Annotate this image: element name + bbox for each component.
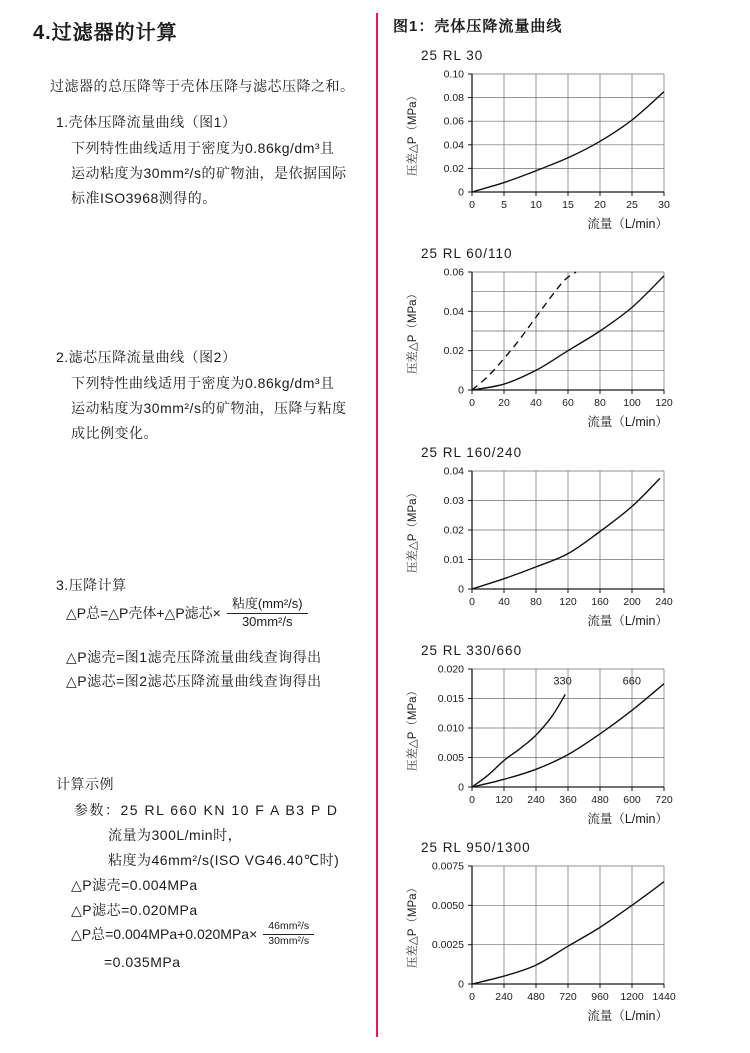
- svg-text:流量（L/min）: 流量（L/min）: [587, 217, 668, 231]
- svg-text:0: 0: [469, 794, 475, 806]
- svg-text:0.10: 0.10: [443, 68, 464, 81]
- example-total-numerator: 46mm²/s: [263, 920, 314, 935]
- svg-text:压差△P（MPa）: 压差△P（MPa）: [407, 287, 419, 375]
- svg-text:200: 200: [623, 596, 641, 608]
- example-result1: △P滤壳=0.004MPa: [71, 877, 198, 893]
- chart-svg: [390, 66, 700, 232]
- svg-text:360: 360: [559, 794, 577, 806]
- section3-heading: 3.压降计算: [56, 577, 127, 593]
- chart-canvas-25-rl-160-240: [390, 463, 730, 634]
- column-divider: [376, 13, 378, 1037]
- svg-text:30: 30: [658, 199, 670, 211]
- chart-svg: [390, 264, 700, 430]
- svg-text:20: 20: [594, 199, 606, 211]
- example-params: 参数：25 RL 660 KN 10 F A B3 P D: [74, 802, 339, 818]
- svg-text:1200: 1200: [620, 991, 644, 1003]
- svg-text:120: 120: [655, 397, 673, 409]
- svg-text:0: 0: [469, 199, 475, 211]
- svg-text:240: 240: [527, 794, 545, 806]
- svg-text:720: 720: [655, 794, 673, 806]
- section1-line3: 标准ISO3968测得的。: [71, 190, 217, 206]
- svg-text:0.005: 0.005: [437, 752, 464, 764]
- section2-line2: 运动粘度为30mm²/s的矿物油，压降与粘度: [71, 400, 347, 416]
- svg-text:0.04: 0.04: [443, 139, 464, 152]
- section3-note2: △P滤芯=图2滤芯压降流量曲线查询得出: [66, 673, 322, 689]
- chart-svg: [390, 661, 700, 827]
- svg-text:160: 160: [591, 596, 609, 608]
- chart-25-rl-160-240: [390, 445, 730, 634]
- example-total-lhs: △P总=0.004MPa+0.020MPa×: [71, 925, 258, 942]
- svg-text:5: 5: [501, 199, 507, 211]
- svg-text:0.02: 0.02: [443, 345, 464, 358]
- svg-text:240: 240: [495, 991, 513, 1003]
- svg-text:720: 720: [559, 991, 577, 1003]
- svg-text:0.020: 0.020: [437, 663, 464, 676]
- svg-text:0.02: 0.02: [443, 162, 464, 175]
- section1-line1: 下列特性曲线适用于密度为0.86kg/dm³且: [71, 140, 335, 156]
- figure1-heading: 图1：壳体压降流量曲线: [393, 18, 563, 35]
- svg-text:1440: 1440: [652, 991, 676, 1003]
- svg-text:0: 0: [469, 397, 475, 409]
- intro-paragraph: 过滤器的总压降等于壳体压降与滤芯压降之和。: [50, 78, 355, 94]
- chart-title: 25 RL 950/1300: [421, 840, 531, 855]
- page-title: 4.过滤器的计算: [33, 22, 178, 44]
- formula-numerator: 粘度(mm²/s): [227, 596, 308, 614]
- svg-text:0: 0: [469, 596, 475, 608]
- svg-text:60: 60: [562, 397, 574, 409]
- svg-text:0: 0: [458, 978, 464, 991]
- svg-text:压差△P（MPa）: 压差△P（MPa）: [407, 684, 419, 772]
- svg-text:15: 15: [562, 199, 574, 211]
- example-total-result: =0.035MPa: [104, 954, 181, 970]
- section2-line1: 下列特性曲线适用于密度为0.86kg/dm³且: [71, 375, 335, 391]
- svg-text:10: 10: [530, 199, 542, 211]
- svg-text:压差△P（MPa）: 压差△P（MPa）: [407, 486, 419, 574]
- chart-25-rl-950-1300: [390, 840, 730, 1029]
- svg-text:0.0050: 0.0050: [431, 899, 464, 912]
- svg-text:压差△P（MPa）: 压差△P（MPa）: [407, 881, 419, 969]
- svg-text:流量（L/min）: 流量（L/min）: [587, 415, 668, 429]
- svg-text:0.010: 0.010: [437, 722, 464, 735]
- svg-text:330: 330: [553, 675, 572, 688]
- svg-text:100: 100: [623, 397, 641, 409]
- svg-text:流量（L/min）: 流量（L/min）: [587, 614, 668, 628]
- formula-lhs: △P总=△P壳体+△P滤芯×: [66, 605, 221, 622]
- svg-text:120: 120: [559, 596, 577, 608]
- svg-text:0: 0: [458, 781, 464, 794]
- svg-text:0.03: 0.03: [443, 495, 464, 507]
- chart-canvas-25-rl-330-660: [390, 661, 730, 832]
- pressure-drop-formula: [66, 596, 308, 631]
- svg-text:240: 240: [655, 596, 673, 608]
- svg-text:480: 480: [591, 794, 609, 806]
- section1-line2: 运动粘度为30mm²/s的矿物油，是依据国际: [71, 165, 347, 181]
- formula-fraction: [227, 596, 308, 631]
- chart-title: 25 RL 330/660: [421, 643, 523, 658]
- svg-text:0.0075: 0.0075: [431, 860, 464, 873]
- chart-canvas-25-rl-30: [390, 66, 730, 237]
- section2-line3: 成比例变化。: [71, 425, 158, 441]
- example-total-formula: [71, 920, 314, 947]
- chart-canvas-25-rl-950-1300: [390, 858, 730, 1029]
- svg-text:660: 660: [622, 675, 642, 688]
- svg-text:0: 0: [458, 583, 464, 596]
- svg-text:0.04: 0.04: [443, 305, 464, 318]
- example-heading: 计算示例: [56, 776, 114, 792]
- svg-text:80: 80: [594, 397, 606, 409]
- svg-text:120: 120: [495, 794, 513, 806]
- svg-text:960: 960: [591, 991, 609, 1003]
- svg-text:0: 0: [469, 991, 475, 1003]
- svg-text:0: 0: [458, 384, 464, 397]
- svg-text:80: 80: [530, 596, 542, 608]
- chart-canvas-25-rl-60-110: [390, 264, 730, 435]
- example-cond1: 流量为300L/min时，: [108, 827, 243, 843]
- example-total-denominator: 30mm²/s: [268, 934, 310, 947]
- svg-text:0: 0: [458, 186, 464, 199]
- section3-note1: △P滤壳=图1滤壳压降流量曲线查询得出: [66, 649, 322, 665]
- example-cond2: 粘度为46mm²/s(ISO VG46.40℃时): [108, 852, 340, 868]
- svg-text:0.01: 0.01: [443, 554, 464, 566]
- chart-svg: [390, 463, 700, 629]
- svg-text:480: 480: [527, 991, 545, 1003]
- chart-svg: [390, 858, 700, 1024]
- formula-denominator: 30mm²/s: [241, 614, 293, 630]
- svg-text:20: 20: [498, 397, 510, 409]
- svg-text:0.08: 0.08: [443, 92, 464, 105]
- chart-title: 25 RL 160/240: [421, 445, 523, 460]
- svg-text:40: 40: [530, 397, 542, 409]
- chart-title: 25 RL 60/110: [421, 246, 513, 261]
- example-result2: △P滤芯=0.020MPa: [71, 902, 198, 918]
- chart-title: 25 RL 30: [421, 48, 484, 63]
- svg-text:流量（L/min）: 流量（L/min）: [587, 1009, 668, 1023]
- section1-heading: 1.壳体压降流量曲线（图1）: [56, 114, 237, 130]
- chart-25-rl-30: [390, 48, 730, 237]
- svg-text:0.06: 0.06: [443, 266, 464, 279]
- svg-text:25: 25: [626, 199, 638, 211]
- svg-text:0.015: 0.015: [437, 693, 464, 705]
- svg-text:0.02: 0.02: [443, 524, 464, 537]
- svg-text:600: 600: [623, 794, 641, 806]
- svg-text:40: 40: [498, 596, 510, 608]
- svg-text:0.0025: 0.0025: [431, 939, 464, 952]
- svg-text:流量（L/min）: 流量（L/min）: [587, 812, 668, 826]
- chart-25-rl-60-110: [390, 246, 730, 435]
- svg-text:0.06: 0.06: [443, 115, 464, 128]
- svg-text:0.04: 0.04: [443, 465, 464, 478]
- example-total-fraction: [263, 920, 314, 947]
- chart-25-rl-330-660: [390, 643, 730, 832]
- section2-heading: 2.滤芯压降流量曲线（图2）: [56, 349, 237, 365]
- svg-text:压差△P（MPa）: 压差△P（MPa）: [407, 89, 419, 177]
